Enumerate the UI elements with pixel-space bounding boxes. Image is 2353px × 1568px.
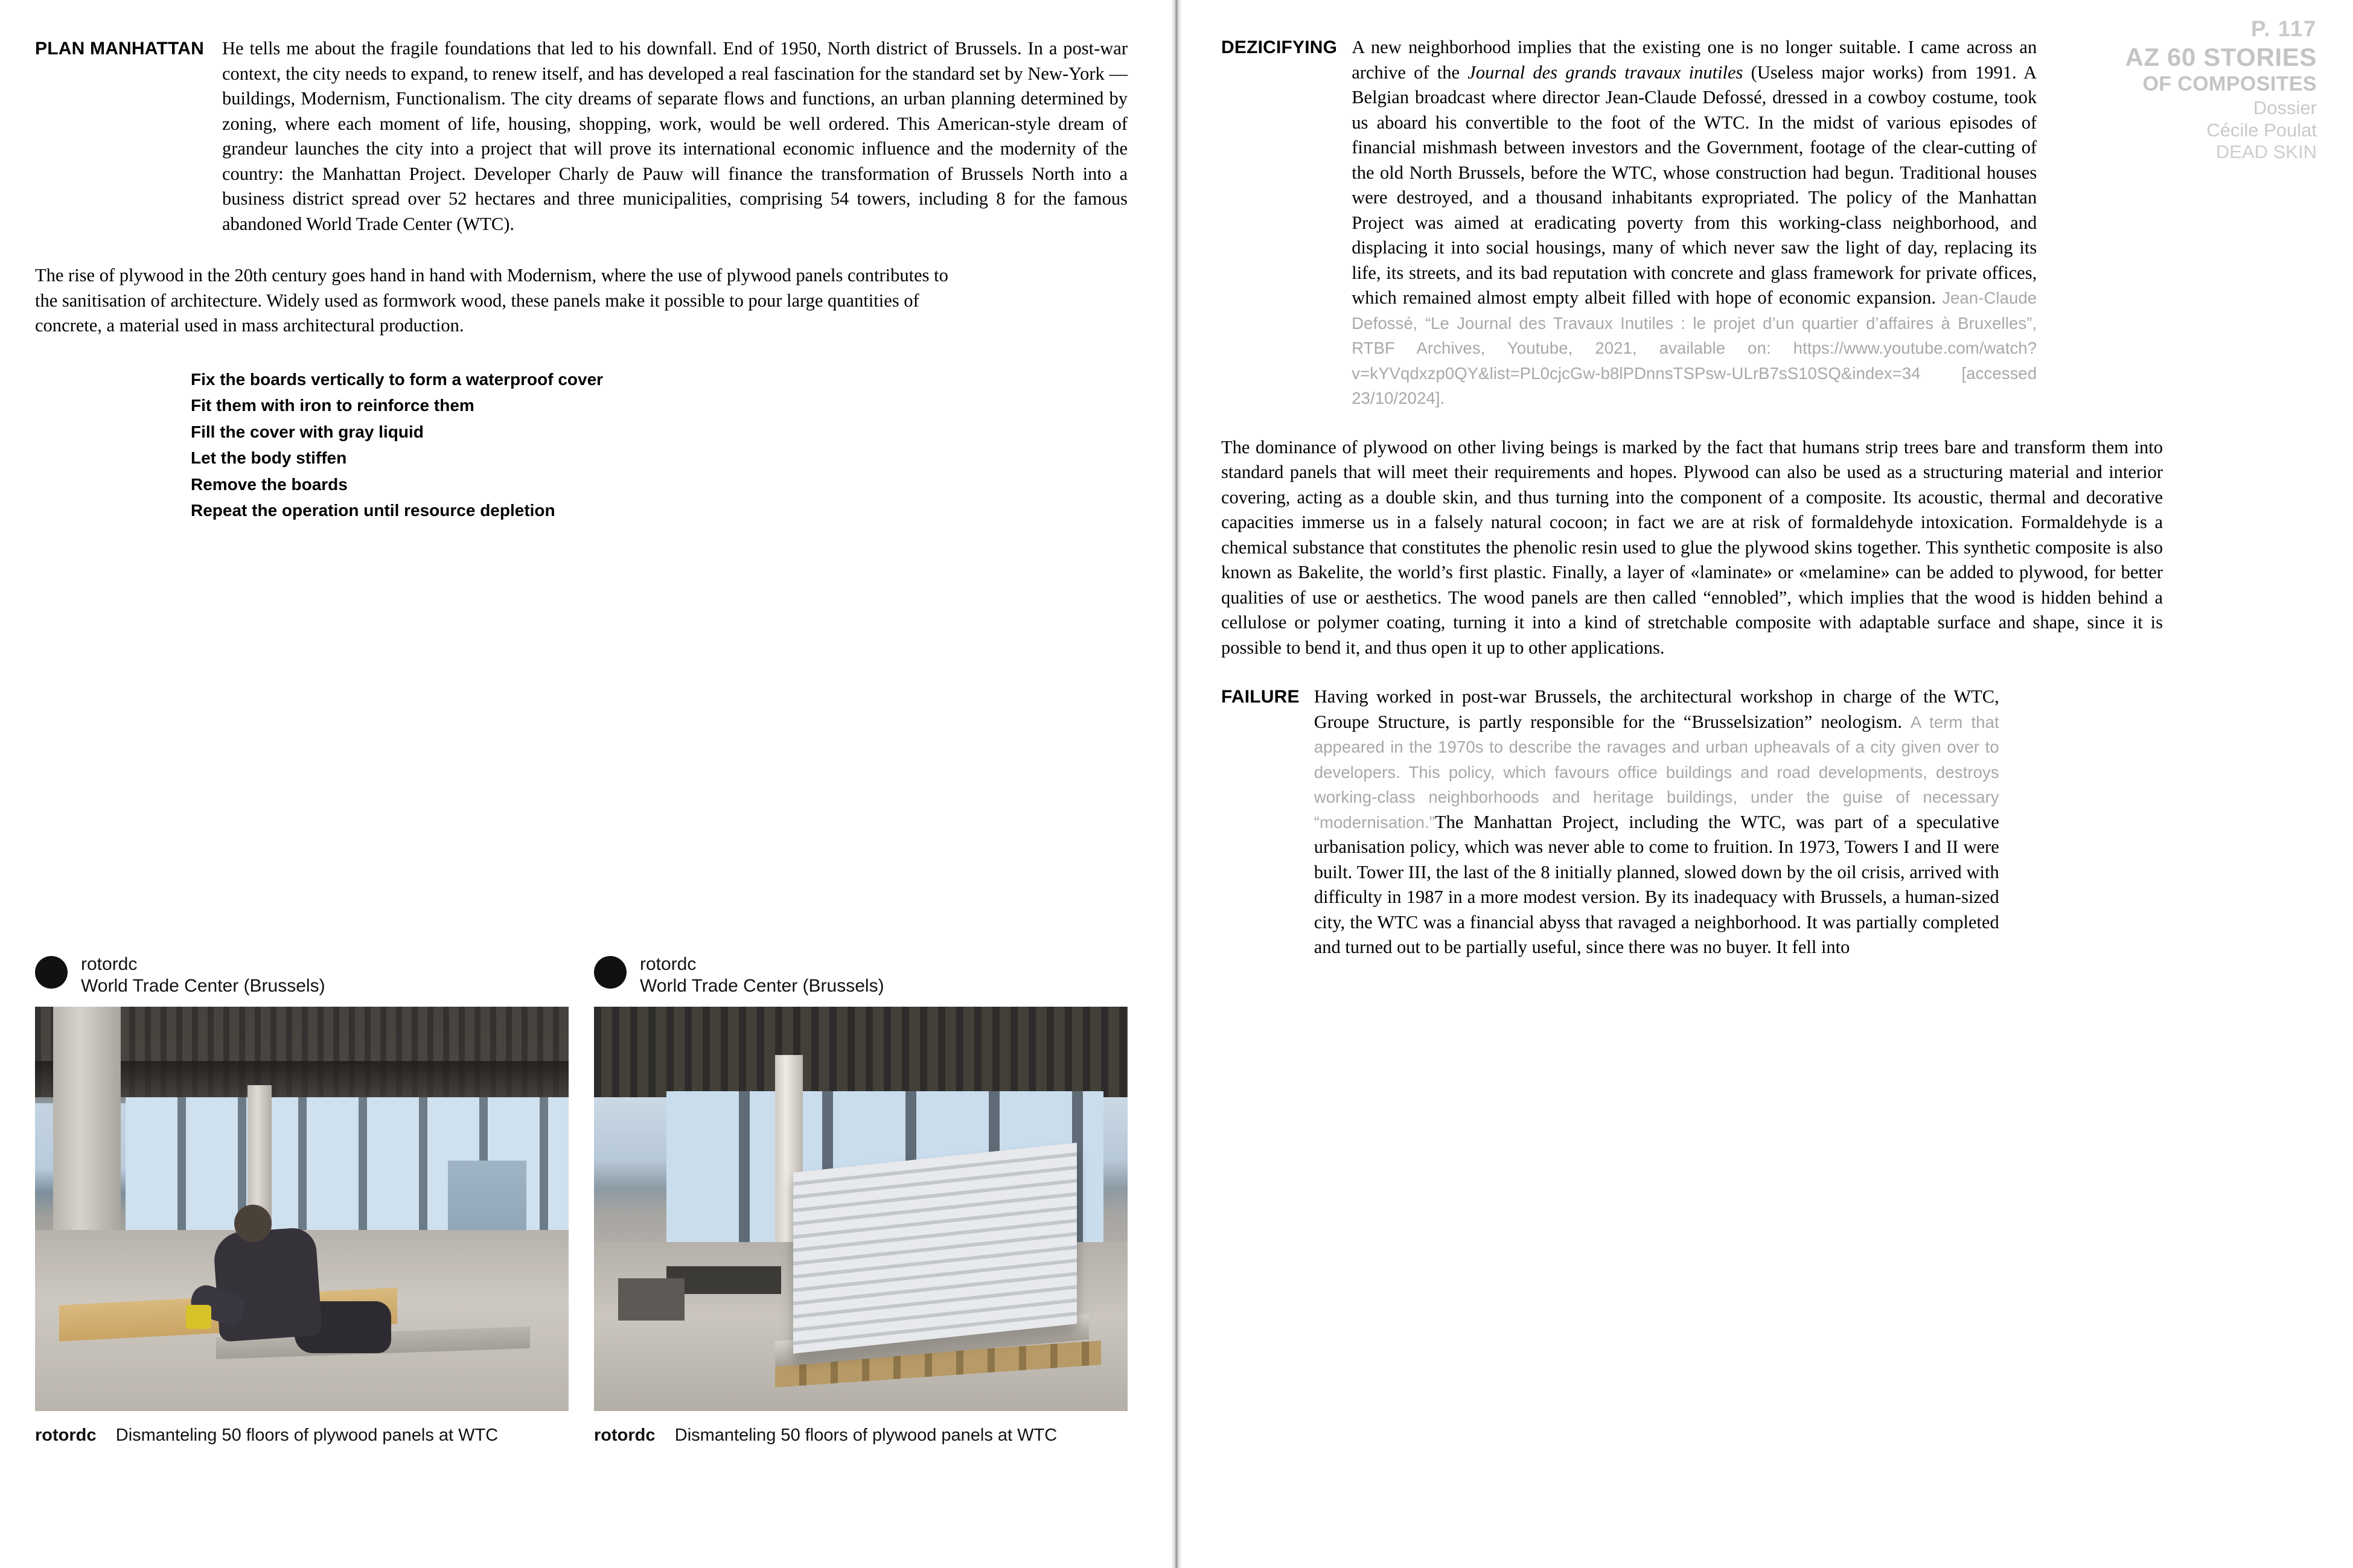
figure-credit-source: rotordc [81, 954, 138, 974]
dezicifying-label: DEZICIFYING [1221, 37, 1338, 57]
bullet-dot-icon [35, 956, 68, 989]
bullet-dot-icon [594, 956, 627, 989]
figure-caption-text: Dismanteling 50 floors of plywood panels at WTC [115, 1426, 499, 1445]
paragraph-spacer [1221, 660, 2314, 684]
failure-body [1314, 684, 1999, 960]
figure-caption-credit: rotordc [594, 1426, 656, 1445]
ceiling-structure [594, 1007, 1128, 1097]
issue-title: AZ 60 STORIES [2125, 42, 2317, 71]
list-item: Fit them with iron to reinforce them [191, 396, 474, 415]
author-name: Cécile Poulat [2206, 119, 2317, 141]
panel-stack [793, 1143, 1077, 1353]
figure-row [35, 954, 1128, 1447]
plan-manhattan-label: PLAN MANHATTAN [35, 39, 204, 59]
figure-credit [594, 954, 1128, 997]
failure-label: FAILURE [1221, 687, 1300, 707]
figure-credit-location: World Trade Center (Brussels) [81, 976, 325, 996]
dossier-label: Dossier [2253, 97, 2317, 119]
right-page [1185, 0, 2353, 1568]
list-item: Fill the cover with gray liquid [191, 422, 424, 441]
plan-manhattan-body: He tells me about the fragile foundations that led to his downfall. End of 1950, North district of Brussels. In a post-war context, the city needs to expand, to renew itself, and has developed a real fascination for the standard set by New-York — buildings, Modernism, Functionalism. The city dreams of separate flows and functions, an urban planning determined by zoning, where each moment of life, housing, shopping, work, would be well ordered. This American-style dream of grandeur launches the city into a project that will prove its international economic influence and the modernity of the country: the Manhattan Project. Developer Charly de Pauw will finance the transformation of Brussels North into a business district spread over 52 hectares and three municipalities, comprising 54 towers, including 8 for the famous abandoned World Trade Center (WTC). [222, 38, 1128, 234]
photo-stacked-plywood-panels [594, 1007, 1128, 1411]
dezicifying-footnote: Jean-Claude Defossé, “Le Journal des Travaux Inutiles : le projet d’un quartier d’affaires à Bruxelles”, RTBF Archives, Youtube, 2021, available on: https://www.youtube.com/watch?v=kYVqdxzp0QY&list=PL0cjcGw-b8lPDnnsTSPsw-ULrB7sS10SQ&index=34 [accessed 23/10/2024]. [1352, 288, 2037, 407]
plan-manhattan-block [35, 36, 1128, 237]
figure-caption [594, 1424, 1128, 1447]
left-page [0, 0, 1168, 1568]
dezicifying-text-1: A new neighborhood implies that the existing one is no longer suitable. I came across an archive of the [1352, 37, 2037, 83]
journal-title-italic: Journal des grands travaux inutiles [1467, 62, 1743, 83]
figure-caption [35, 1424, 569, 1447]
left-page-text-column [35, 36, 1128, 524]
figure-caption-text: Dismanteling 50 floors of plywood panels at WTC [674, 1426, 1058, 1445]
dezicifying-block [1221, 35, 2314, 411]
figure-wtc-worker [35, 954, 569, 1447]
debris-box [618, 1278, 685, 1321]
right-page-text-column [1221, 35, 2314, 960]
article-title: DEAD SKIN [2215, 141, 2317, 163]
list-item: Repeat the operation until resource depletion [191, 501, 555, 520]
failure-footnote: A term that appeared in the 1970s to describe the ravages and urban upheavals of a city given over to developers. This policy, which favours office buildings and road developments, destroys working-class neighborhoods and heritage buildings, under the guise of necessary “modernisation.” [1314, 712, 1999, 832]
dezicifying-text-2: (Useless major works) from 1991. A Belgian broadcast where director Jean-Claude Defossé, dressed in a cowboy costume, took us aboard his convertible to the foot of the WTC. In the midst of various episodes of financial mishmash between investors and the Government, footage of the clear-cutting of the old North Brussels, before the WTC, whose construction had begun. Traditional houses were destroyed, and a thousand inhabitants expropriated. The policy of the Manhattan Project was aimed at eradicating poverty from this working-class neighborhood, and displacing it into social housings, many of which never saw the light of day, replacing its life, its streets, and its bad reputation with concrete and glass framework for private offices, which remained almost empty albeit filled with hope of economic expansion. [1352, 62, 2037, 308]
figure-caption-credit: rotordc [35, 1426, 97, 1445]
failure-text-2: The Manhattan Project, including the WTC, was part of a speculative urbanisation policy, which was never able to come to fruition. In 1973, Towers I and II were built. Tower III, the last of the 8 initially planned, slowed down by the oil crisis, arrived with difficulty in 1987 in a more modest version. By its inadequacy with Brussels, a human-sized city, the WTC was a financial abyss that ravaged a neighborhood. It was partially completed and turned out to be partially useful, since there was no buyer. It fell into [1314, 811, 1999, 957]
figure-wtc-panel-stack [594, 954, 1128, 1447]
page-number: P. 117 [2250, 16, 2317, 41]
photo-worker-dismantling-plywood [35, 1007, 569, 1411]
issue-subtitle: OF COMPOSITES [2142, 72, 2317, 96]
dezicifying-body [1352, 35, 2037, 411]
list-item: Fix the boards vertically to form a waterproof cover [191, 369, 604, 389]
list-item: Remove the boards [191, 474, 348, 494]
list-item: Let the body stiffen [191, 448, 347, 467]
formwork-instructions-list [191, 366, 1128, 524]
figure-credit-location: World Trade Center (Brussels) [640, 976, 884, 996]
failure-text-1: Having worked in post-war Brussels, the architectural workshop in charge of the WTC, Groupe Structure, is partly responsible for the “Brusselsization” neologism. [1314, 686, 1999, 732]
power-tool [186, 1305, 211, 1329]
figure-credit-source: rotordc [640, 954, 697, 974]
figure-credit [35, 954, 569, 997]
book-gutter [1168, 0, 1185, 1568]
plywood-dominance-paragraph: The dominance of plywood on other living beings is marked by the fact that humans strip trees bare and transform them into standard panels that will meet their requirements and hopes. Plywood can also be used as a structuring material and interior covering, acting as a double skin, and thus turning into the component of a composite. Its acoustic, thermal and decorative capacities immerse us in a falsely natural cocoon; in fact we are at risk of formaldehyde intoxication. Formaldehyde is a chemical substance that constitutes the phenolic resin used to glue the plywood skins together. This synthetic composite is also known as Bakelite, the world’s first plastic. Finally, a layer of «laminate» or «melamine» can be added to plywood, for better qualities of use or aesthetics. The wood panels are then called “ennobled”, which implies that the wood is hidden behind a cellulose or polymer coating, turning it into a kind of stretchable composite with adaptable surface and shape, since it is possible to bend it, and thus open it up to other applications. [1221, 436, 2163, 658]
worker-torso [212, 1226, 322, 1342]
failure-block [1221, 684, 2314, 960]
worker-head [234, 1205, 272, 1242]
plywood-rise-paragraph: The rise of plywood in the 20th century goes hand in hand with Modernism, where the use of plywood panels contributes to the sanitisation of architecture. Widely used as formwork wood, these panels make it possible to pour large quantities of concrete, a material used in mass architectural production. [35, 265, 948, 336]
paragraph-spacer [1221, 411, 2314, 435]
